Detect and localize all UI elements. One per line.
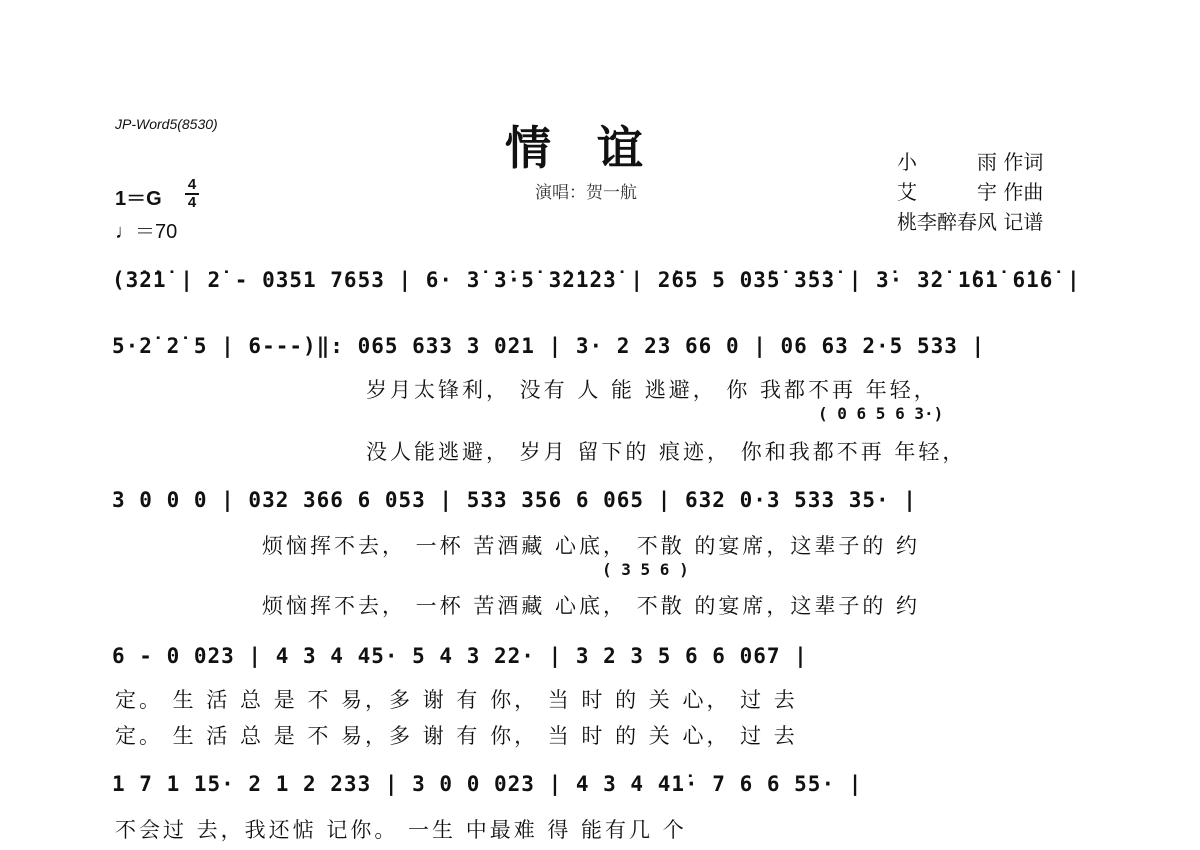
lyric-line-2-verse-2: 没人能逃避， 岁月 留下的 痕迹， 你和我都不再 年轻， — [366, 440, 967, 464]
notation-line-1: (3̇2̇1̇ | 2̇ - 0351 7653 | 6· 3̇ 3̇·5̇ 3̇2̇1̇2̇3̇ | 2̇65 5 03̇5̇ 3̇5̇3̇ | 3̇· 3̇2̇ 1̇6̇1̇ 6̇1̇6̇ | — [112, 268, 1081, 292]
composer-credit: 艾 宇 作曲 — [897, 180, 1044, 204]
notation-line-4: 6 - 0 023 | 4 3 4 45· 5 4 3 22· | 3 2 3 5 6 6 067 | — [112, 644, 808, 668]
lyric-line-3-verse-1: 烦恼挥不去， 一杯 苦酒藏 心底， 不散 的宴席，这辈子的 约 — [262, 534, 921, 558]
transcriber-credit: 桃李醉春风 记谱 — [897, 210, 1044, 234]
lyric-line-4-verse-1: 定。 生 活 总 是 不 易，多 谢 有 你， 当 时 的 关 心， 过 去 — [115, 688, 798, 712]
notation-line-3: 3 0 0 0 | 032 366 6 053 | 533 356 6 065 | 632 0·3 533 35· | — [112, 488, 917, 512]
alt-notation-2: ( 0 6 5 6 3·) — [818, 404, 944, 423]
lyricist-credit: 小 雨 作词 — [897, 150, 1044, 174]
notation-line-5: 1 7 1 15· 2 1 2 233 | 3 0 0 023 | 4 3 4 41̇· 7 6 6 55· | — [112, 772, 863, 796]
key-signature: 1＝G — [115, 188, 162, 210]
time-signature-top: 4 — [187, 176, 197, 193]
time-signature — [185, 178, 199, 210]
alt-notation-3: ( 3 5 6 ) — [602, 560, 689, 579]
song-title: 情谊 — [505, 121, 689, 175]
singer-credit: 演唱：贺一航 — [535, 183, 637, 203]
lyric-line-3-verse-2: 烦恼挥不去， 一杯 苦酒藏 心底， 不散 的宴席，这辈子的 约 — [262, 594, 921, 618]
software-label: JP-Word5(8530) — [115, 116, 218, 132]
lyric-line-2-verse-1: 岁月太锋利， 没有 人 能 逃避， 你 我都不再 年轻， — [366, 378, 938, 402]
time-signature-bottom: 4 — [187, 194, 197, 211]
lyric-line-4-verse-2: 定。 生 活 总 是 不 易，多 谢 有 你， 当 时 的 关 心， 过 去 — [115, 724, 798, 748]
tempo-marking: ♩＝70 — [115, 221, 178, 243]
notation-line-2: 5·2̇ 2̇ 5 | 6---)‖: 065 633 3 021 | 3· 2 23 66 0 | 06 63 2·5 533 | — [112, 334, 986, 358]
lyric-line-5-verse-1: 不会过 去，我还惦 记你。 一生 中最难 得 能有几 个 — [115, 818, 687, 842]
